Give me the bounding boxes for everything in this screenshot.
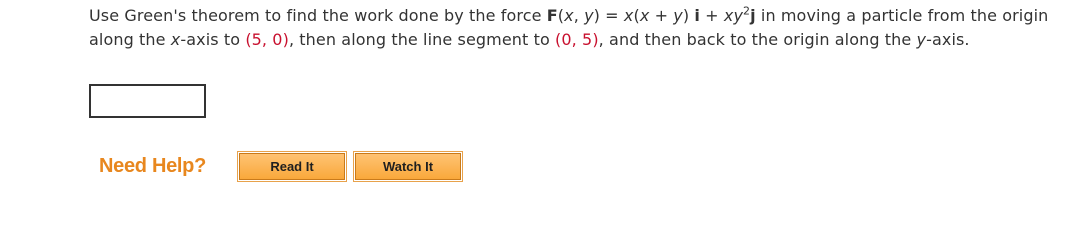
question-part: + — [649, 6, 674, 25]
unit-vector-i: i — [694, 6, 700, 25]
question-part: ) = — [593, 6, 624, 25]
question-part: , — [573, 6, 585, 25]
var-x: x — [170, 30, 181, 49]
answer-input[interactable] — [89, 84, 206, 118]
var-y: y — [673, 6, 683, 25]
question-part: ( — [633, 6, 640, 25]
var-x: x — [623, 6, 634, 25]
question-text — [89, 4, 1069, 52]
question-part: ( — [557, 6, 565, 25]
question-part: ) — [682, 6, 695, 25]
question-part: -axis to — [180, 30, 246, 49]
question-part: + — [699, 6, 724, 25]
need-help-label: Need Help? — [99, 155, 207, 177]
question-part: in moving a particle from the origin along the — [89, 6, 1049, 49]
point-5-0: (5, 0) — [245, 30, 289, 49]
var-xy: xy — [723, 6, 744, 25]
var-y: y — [584, 6, 594, 25]
question-part: Use Green's theorem to find the work done by the force — [89, 6, 547, 25]
unit-vector-j: j — [750, 6, 756, 25]
var-x: x — [639, 6, 650, 25]
watch-it-button[interactable]: Watch It — [355, 153, 461, 180]
read-it-button[interactable]: Read It — [239, 153, 345, 180]
question-part: , then along the line segment to — [288, 30, 556, 49]
question-part: -axis. — [926, 30, 970, 49]
exponent: 2 — [743, 4, 751, 18]
point-0-5: (0, 5) — [555, 30, 599, 49]
var-x: x — [564, 6, 574, 25]
var-y: y — [916, 30, 927, 49]
question-part: , and then back to the origin along the — [598, 30, 917, 49]
force-symbol: F — [546, 6, 558, 25]
